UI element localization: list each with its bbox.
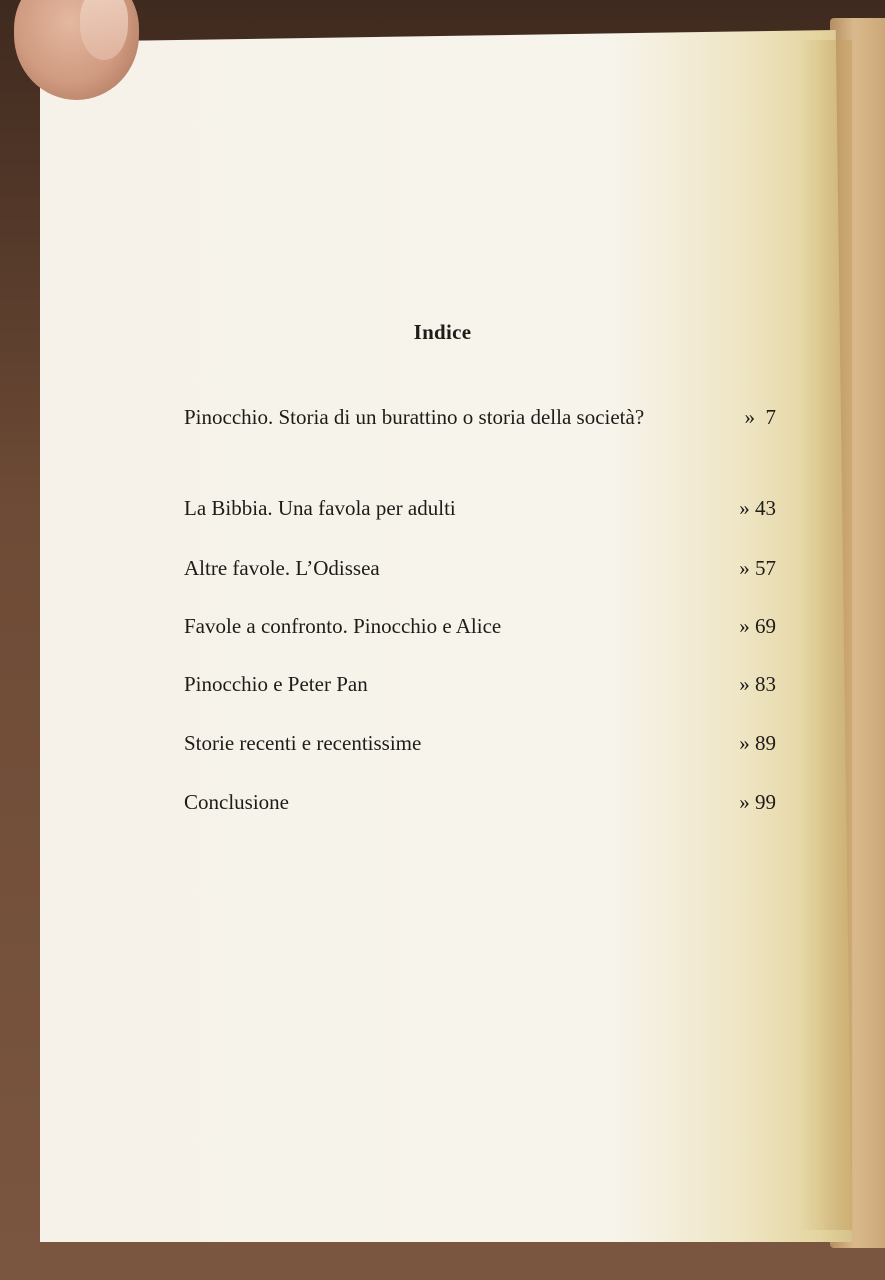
toc-entry-title: Storie recenti e recentissime	[184, 731, 422, 755]
page-title: Indice	[413, 320, 472, 344]
toc-entry-title: Pinocchio e Peter Pan	[184, 672, 368, 696]
toc-entry-title: Altre favole. L’Odissea	[184, 556, 380, 580]
toc-entry-page: » 69	[739, 614, 776, 638]
toc-entry-page: » 89	[739, 731, 776, 755]
toc-entry	[184, 553, 784, 584]
toc-entry-page: » 99	[739, 790, 776, 814]
toc-entry-title: Pinocchio. Storia di un burattino o storia della società?	[184, 405, 645, 429]
toc-entry	[184, 402, 784, 433]
toc-entry-title: Conclusione	[184, 790, 289, 814]
toc-entry	[184, 611, 784, 642]
toc-entry	[184, 669, 784, 700]
toc-entry-page: » 83	[739, 672, 776, 696]
toc-entry-page: » 57	[739, 556, 776, 580]
page-curl-shadow	[800, 40, 852, 1230]
toc-entry	[184, 728, 784, 759]
toc-entry-title: Favole a confronto. Pinocchio e Alice	[184, 614, 502, 638]
toc-entry	[184, 787, 784, 818]
toc-entry	[184, 493, 784, 524]
toc-entry-page: » 43	[739, 496, 776, 520]
toc-entry-page: » 7	[744, 405, 776, 429]
toc-entry-title: La Bibbia. Una favola per adulti	[184, 496, 456, 520]
